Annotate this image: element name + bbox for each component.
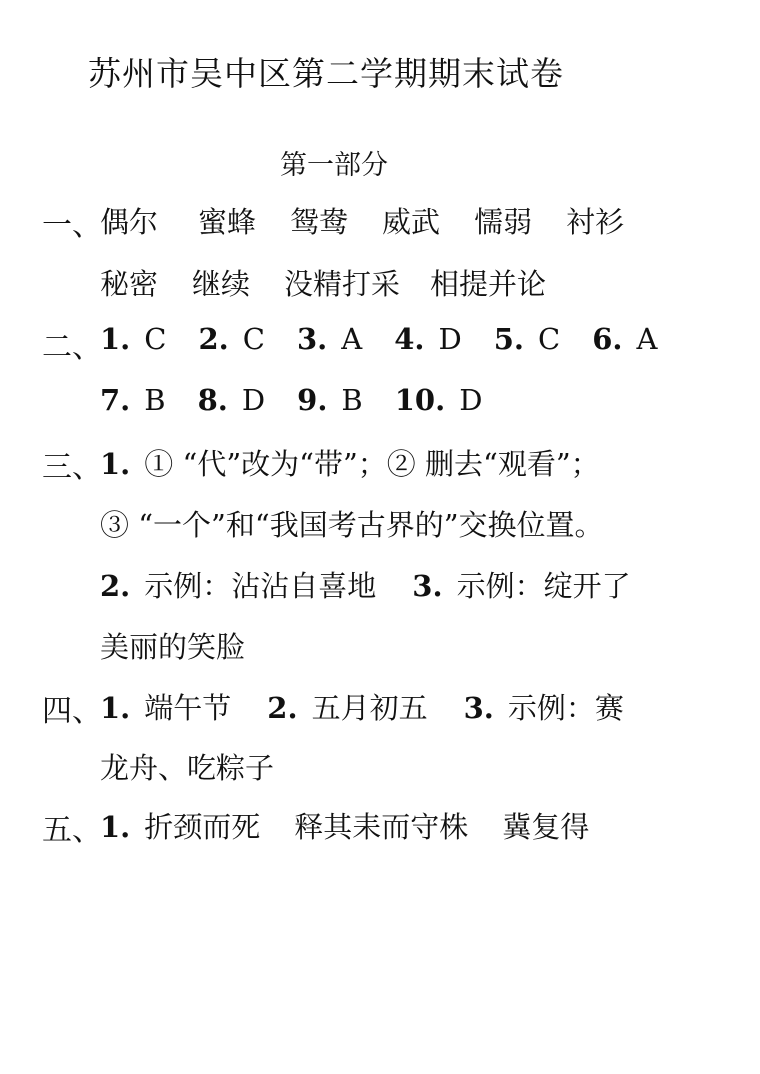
answer: D [438, 322, 462, 356]
answer: D [459, 383, 483, 417]
section-4-line-1 [100, 686, 624, 727]
question-number: 6. [592, 322, 623, 356]
answer-text: 折颈而死 [144, 810, 261, 844]
part-heading: 第一部分 [280, 150, 388, 181]
word: 继续 [192, 267, 251, 301]
question-number: 3. [412, 569, 443, 603]
answer: D [241, 383, 266, 417]
word: 偶尔 [100, 205, 159, 239]
answer: C [144, 322, 167, 356]
section-1-row-1 [100, 200, 624, 241]
answer: C [242, 322, 265, 356]
answer: A [341, 322, 363, 356]
question-number: 2. [267, 691, 298, 725]
question-number: 3. [296, 322, 328, 356]
word: 蜜蜂 [198, 205, 257, 239]
question-number: 9. [297, 383, 328, 417]
question-number: 3. [463, 691, 494, 725]
question-number: 1. [100, 447, 131, 481]
answer-text: 美丽的笑脸 [100, 630, 246, 664]
word: 威武 [382, 205, 441, 239]
answer-text: 龙舟、吃粽子 [100, 751, 275, 785]
answer-text: 冀复得 [502, 810, 590, 844]
word: 没精打采 [284, 267, 401, 301]
section-1-label: 一、 [42, 208, 102, 243]
answer: B [144, 383, 166, 417]
question-number: 1. [100, 691, 131, 725]
answer-text: 释其耒而守株 [294, 810, 469, 844]
section-3-q1-line-1 [100, 442, 600, 483]
section-5-line-1 [100, 805, 589, 846]
question-number: 1. [100, 810, 131, 844]
section-3-q3-continued [100, 625, 245, 666]
answer-text: 端午节 [144, 691, 232, 725]
answer-text: 五月初五 [311, 691, 428, 725]
question-number: 2. [198, 322, 229, 356]
section-4-label: 四、 [42, 694, 102, 729]
word: 懦弱 [474, 205, 533, 239]
section-3-q2-q3-line [100, 564, 631, 605]
section-1-row-2 [100, 262, 546, 303]
answer-text: ① “代”改为“带”；② 删去“观看”； [144, 447, 600, 481]
answer: B [341, 383, 363, 417]
section-3-q1-line-2 [100, 503, 604, 544]
answer-text: 示例：沾沾自喜地 [144, 569, 377, 603]
question-number: 7. [100, 383, 131, 417]
word: 衬衫 [566, 205, 625, 239]
answer-text: 示例：赛 [507, 691, 624, 725]
question-number: 5. [493, 322, 525, 356]
section-3-label: 三、 [42, 450, 102, 485]
answer-text: ③ “一个”和“我国考古界的”交换位置。 [100, 508, 604, 542]
section-2-label: 二、 [42, 330, 102, 365]
section-2-row-1 [100, 322, 657, 356]
answer-text: 示例：绽开了 [456, 569, 631, 603]
question-number: 1. [100, 322, 131, 356]
word: 秘密 [100, 267, 159, 301]
section-2-row-2 [100, 383, 482, 417]
word: 相提并论 [430, 267, 547, 301]
section-4-q3-continued [100, 746, 274, 787]
question-number: 4. [394, 322, 425, 356]
word: 鸳鸯 [290, 205, 349, 239]
section-5-label: 五、 [42, 813, 102, 848]
answer: C [538, 322, 561, 356]
page-title: 苏州市吴中区第二学期期末试卷 [88, 54, 564, 93]
answer: A [636, 322, 658, 356]
question-number: 2. [100, 569, 131, 603]
question-number: 10. [394, 383, 446, 417]
question-number: 8. [197, 383, 228, 417]
